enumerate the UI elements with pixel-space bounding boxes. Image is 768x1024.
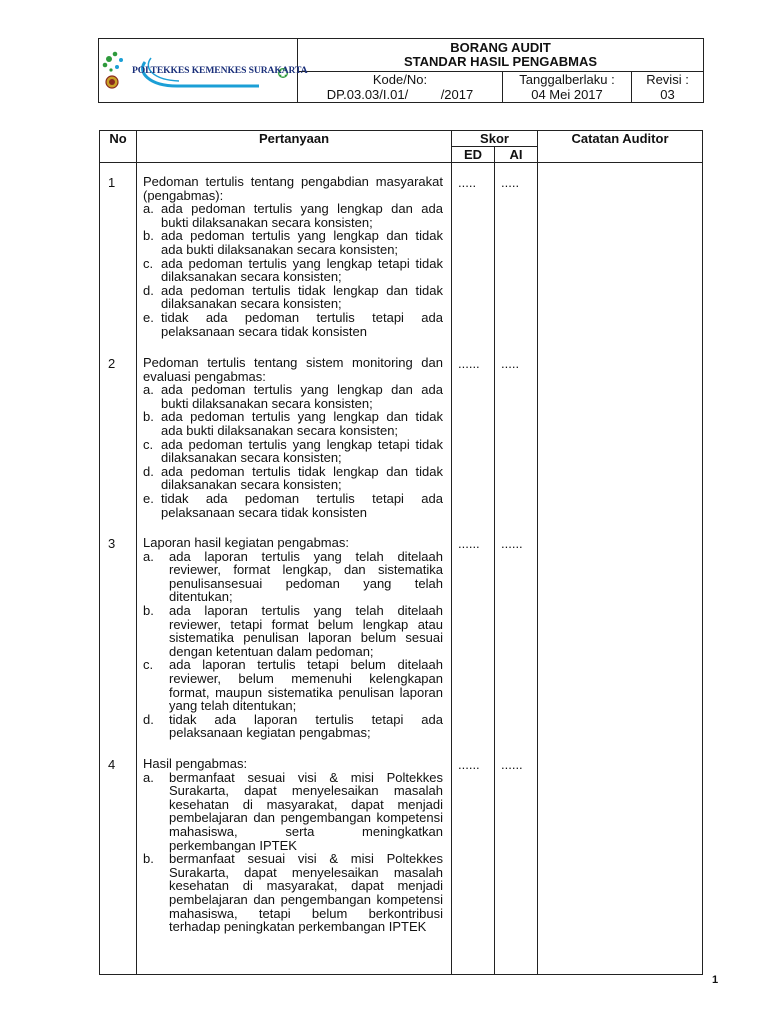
answer-option (143, 284, 443, 311)
option-letter: b. (143, 602, 154, 618)
row-no: 2 (108, 356, 116, 371)
table-body-row (100, 163, 703, 975)
ed-score-field[interactable]: ...... (458, 536, 480, 551)
tanggal-cell (503, 72, 632, 103)
answer-option (143, 658, 443, 712)
option-text: ada pedoman tertulis yang lengkap tetapi tidak dilaksanakan secara konsisten; (161, 436, 443, 466)
option-text: tidak ada laporan tertulis tetapi ada pelaksanaan kegiatan pengabmas; (169, 711, 443, 741)
ai-score-field[interactable]: ...... (501, 536, 523, 551)
answer-option (143, 771, 443, 853)
answer-option (143, 550, 443, 604)
option-text: ada pedoman tertulis yang lengkap dan tidak ada bukti dilaksanakan secara konsisten; (161, 409, 443, 438)
ed-column (452, 163, 495, 975)
option-letter: a. (143, 382, 154, 398)
logo-cell (99, 39, 308, 103)
option-letter: e. (143, 490, 154, 506)
row-no: 4 (108, 757, 116, 772)
option-text: ada laporan tertulis tetapi belum ditelaah reviewer, belum memenuhi kelengkapan format, maupun sistematika penulisan laporan yang telah ditentukan; (169, 657, 443, 714)
tanggal-label: Tanggalberlaku : (519, 72, 615, 87)
answer-option (143, 465, 443, 492)
option-text: tidak ada pedoman tertulis tetapi ada pelaksanaan secara tidak konsisten (161, 490, 443, 520)
option-letter: a. (143, 201, 154, 217)
ai-score-field[interactable]: ..... (501, 175, 520, 190)
row-no: 1 (108, 175, 116, 190)
option-letter: b. (143, 409, 154, 425)
answer-option (143, 438, 443, 465)
option-letter: d. (143, 711, 154, 727)
option-text: ada pedoman tertulis yang lengkap tetapi tidak dilaksanakan secara konsisten; (161, 255, 443, 285)
col-header-ed: ED (452, 147, 495, 163)
option-letter: d. (143, 282, 154, 298)
answer-option (143, 311, 443, 338)
question-column (137, 163, 452, 975)
option-text: ada laporan tertulis yang telah ditelaah reviewer, format lengkap, dan sistematika penulisansesuai pedoman yang telah ditentukan; (169, 548, 443, 605)
col-header-skor: Skor (452, 131, 538, 147)
option-text: ada laporan tertulis yang telah ditelaah reviewer, tetapi format belum lengkap atau sistematika penulisan laporan belum sesuai dengan ketentuan dalam pedoman; (169, 602, 443, 659)
question-text: Hasil pengabmas: (143, 756, 248, 771)
answer-option (143, 713, 443, 740)
kode-value: DP.03.03/I.01/ /2017 (326, 87, 474, 102)
ed-score-field[interactable]: ...... (458, 757, 480, 772)
question-item (143, 356, 443, 518)
ed-score-field[interactable]: ...... (458, 356, 480, 371)
no-column (100, 163, 137, 975)
kode-label: Kode/No: (372, 72, 428, 87)
institution-logo (99, 40, 308, 102)
option-letter: d. (143, 463, 154, 479)
form-title (298, 39, 704, 72)
col-header-no: No (100, 131, 137, 163)
revisi-cell (632, 72, 704, 103)
page-number: 1 (712, 974, 719, 986)
option-text: bermanfaat sesuai visi & misi Poltekkes Surakarta, dapat menyelesaikan masalah kesehatan di masyarakat, dapat menjadi pembelajaran dan pengembangan kompetensi mahasiswa, serta meningkatkan perkembangan IPTEK (169, 769, 443, 853)
document-header (98, 38, 704, 103)
question-text: Pedoman tertulis tentang pengabdian masyarakat (pengabmas): (143, 174, 443, 203)
option-letter: a. (143, 769, 154, 785)
revisi-label: Revisi : (646, 72, 689, 87)
form-title-line1: BORANG AUDIT (450, 40, 551, 55)
option-letter: b. (143, 228, 154, 244)
question-item (143, 536, 443, 739)
kode-cell (298, 72, 503, 103)
option-text: tidak ada pedoman tertulis tetapi ada pelaksanaan secara tidak konsisten (161, 309, 443, 339)
tanggal-value: 04 Mei 2017 (531, 87, 603, 102)
col-header-ai: AI (495, 147, 538, 163)
answer-option (143, 383, 443, 410)
col-header-pertanyaan: Pertanyaan (137, 131, 452, 163)
form-title-line2: STANDAR HASIL PENGABMAS (403, 54, 598, 69)
answer-option (143, 202, 443, 229)
ai-column (495, 163, 538, 975)
institution-name: POLTEKKES KEMENKES SURAKARTA (132, 64, 308, 76)
question-item (143, 175, 443, 338)
question-item (143, 757, 443, 934)
option-letter: a. (143, 548, 154, 564)
option-letter: b. (143, 851, 154, 867)
ed-score-field[interactable]: ..... (458, 175, 477, 190)
revisi-value: 03 (660, 87, 675, 102)
question-text: Pedoman tertulis tentang sistem monitoring dan evaluasi pengabmas: (143, 355, 443, 384)
option-text: ada pedoman tertulis yang lengkap dan tidak ada bukti dilaksanakan secara konsisten; (161, 228, 443, 257)
answer-option (143, 229, 443, 256)
option-text: bermanfaat sesuai visi & misi Poltekkes Surakarta, dapat menyelesaikan masalah kesehatan di masyarakat, dapat menjadi pembelajaran dan pengembangan kompetensi mahasiswa, tetapi belum berkontribusi terhadap peningkatan perkembangan IPTEK (169, 851, 443, 935)
audit-table (99, 130, 703, 975)
answer-option (143, 492, 443, 519)
option-letter: c. (143, 657, 154, 673)
option-letter: e. (143, 309, 154, 325)
answer-option (143, 257, 443, 284)
row-no: 3 (108, 536, 116, 551)
ai-score-field[interactable]: ..... (501, 356, 520, 371)
answer-option (143, 410, 443, 437)
option-letter: c. (143, 436, 154, 452)
ai-score-field[interactable]: ...... (501, 757, 523, 772)
option-text: ada pedoman tertulis tidak lengkap dan tidak dilaksanakan secara konsisten; (161, 282, 443, 312)
col-header-catatan: Catatan Auditor (538, 131, 703, 163)
question-text: Laporan hasil kegiatan pengabmas: (143, 535, 349, 550)
option-letter: c. (143, 255, 154, 271)
option-text: ada pedoman tertulis yang lengkap dan ada bukti dilaksanakan secara konsisten; (161, 382, 443, 411)
option-text: ada pedoman tertulis yang lengkap dan ada bukti dilaksanakan secara konsisten; (161, 201, 443, 230)
answer-option (143, 852, 443, 934)
answer-option (143, 604, 443, 658)
auditor-notes-field[interactable] (538, 163, 703, 975)
option-text: ada pedoman tertulis tidak lengkap dan tidak dilaksanakan secara konsisten; (161, 463, 443, 493)
